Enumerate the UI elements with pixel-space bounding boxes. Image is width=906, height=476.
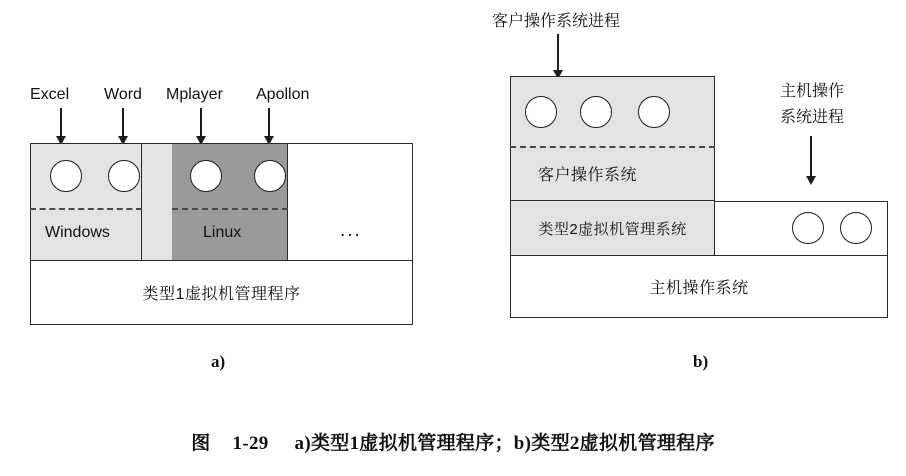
host-os-label: 主机操作系统 — [649, 280, 749, 297]
hypervisor-type1-box — [30, 261, 413, 325]
host-os-box — [510, 256, 888, 318]
process-circle-excel — [50, 160, 82, 192]
hypervisor-type1-label: 类型1虚拟机管理程序 — [142, 286, 301, 303]
figure-caption-text: a)类型1虚拟机管理程序；b)类型2虚拟机管理程序 — [294, 433, 715, 454]
hypervisor-type2-label: 类型2虚拟机管理系统 — [538, 220, 687, 238]
more-vms-label: ... — [340, 220, 362, 241]
windows-dashed-separator — [30, 208, 142, 210]
panel-a-letter: a) — [211, 352, 226, 371]
app-label-excel: Excel — [30, 86, 70, 103]
arrow-line-guest-processes — [557, 34, 559, 72]
process-circle-word — [108, 160, 140, 192]
app-label-word: Word — [104, 86, 142, 103]
guest-os-label: 客户操作系统 — [538, 167, 638, 184]
guest-os-label-windows: Windows — [45, 224, 110, 241]
guest-os-label-linux: Linux — [203, 224, 242, 241]
panel-b — [440, 0, 906, 390]
app-label-mplayer: Mplayer — [166, 86, 223, 103]
host-process-circle-2 — [840, 212, 872, 244]
figure-caption-number: 1-29 — [232, 433, 269, 454]
arrow-head-host-processes — [806, 176, 816, 185]
guest-os-dashed-separator — [510, 146, 715, 148]
linux-dashed-separator — [172, 208, 288, 210]
arrow-line-excel — [60, 108, 62, 138]
process-circle-apollon — [254, 160, 286, 192]
app-label-apollon: Apollon — [256, 86, 310, 103]
guest-vm-windows-right-fill — [142, 143, 172, 261]
guest-vm-more — [288, 143, 413, 261]
guest-process-circle-1 — [525, 96, 557, 128]
annotation-host-processes-line1: 主机操作 — [780, 83, 845, 100]
host-process-circle-1 — [792, 212, 824, 244]
panel-a — [0, 0, 440, 390]
arrow-line-word — [122, 108, 124, 138]
arrow-line-host-processes — [810, 136, 812, 178]
process-circle-mplayer — [190, 160, 222, 192]
panel-b-letter: b) — [693, 352, 709, 371]
annotation-guest-processes: 客户操作系统进程 — [492, 13, 621, 30]
guest-process-circle-3 — [638, 96, 670, 128]
arrow-line-mplayer — [200, 108, 202, 138]
hypervisor-type2-box — [510, 201, 715, 256]
arrow-line-apollon — [268, 108, 270, 138]
guest-process-circle-2 — [580, 96, 612, 128]
figure-caption — [0, 428, 906, 455]
figure-caption-label: 图 — [191, 433, 211, 454]
annotation-host-processes-line2: 系统进程 — [780, 109, 845, 126]
